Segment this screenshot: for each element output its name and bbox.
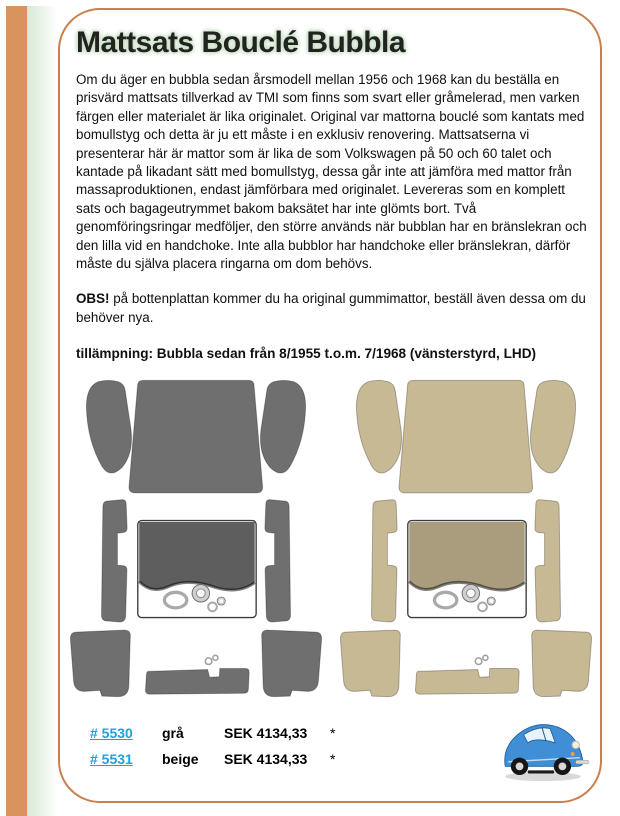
page-title: Mattsats Bouclé Bubbla: [76, 26, 406, 59]
left-accent-bar: [6, 6, 27, 816]
content-frame: [58, 8, 602, 803]
price-footnote-star: *: [330, 751, 336, 768]
obs-text: på bottenplattan kommer du ha original gummimattor, beställ även dessa om du behöver nya.: [76, 291, 586, 325]
beetle-illustration: [494, 715, 590, 785]
application-line: tillämpning: Bubbla sedan från 8/1955 t.o.m. 7/1968 (vänsterstyrd, LHD): [76, 346, 537, 362]
description-text: Om du äger en bubbla sedan årsmodell mellan 1956 och 1968 kan du beställa en prisvärd mattsats tillverkad av TMI som finns som svart eller gråmelerad, men varken färgen eller materialet är lika originalet. Original var mattorna bouclé som kantats med bomullstyg och detta är ju ett måste i en exklusiv renovering. Mattsatserna vi presenterar här är mattor som är lika de som Volkswagen på 50 och 60 talet och kantade på likadant sätt med bomullstyg, dessa går inte att jämföra med mattor från massaproduktionen, endast jämförbara med originalet. Levereras som en komplett sats och bagageutrymmet bakom baksätet har inte glömts bort. Två genomföringsringar medföljer, den större används när bubblan har en bränslekran och den lilla vid en handchoke. Inte alla bubblor har handchoke eller bränslekran, därför måste du själva placera ringarna om dom behövs.: [76, 72, 587, 272]
part-number-link-5531[interactable]: # 5531: [90, 751, 133, 768]
color-name: grå: [162, 725, 184, 742]
color-name: beige: [162, 751, 199, 768]
price-value: SEK 4134,33: [224, 725, 308, 742]
green-fade-strip: [27, 6, 58, 816]
part-number-link-5530[interactable]: # 5530: [90, 725, 133, 742]
mat-set-gray-image: [66, 375, 326, 701]
obs-label: OBS!: [76, 291, 110, 307]
price-value: SEK 4134,33: [224, 751, 308, 768]
mat-set-beige-image: [336, 375, 596, 701]
obs-note: [76, 290, 590, 327]
mat-set-gray-figure: [66, 375, 326, 701]
mat-set-beige-figure: [336, 375, 596, 701]
product-images: [66, 375, 586, 701]
price-footnote-star: *: [330, 725, 336, 742]
